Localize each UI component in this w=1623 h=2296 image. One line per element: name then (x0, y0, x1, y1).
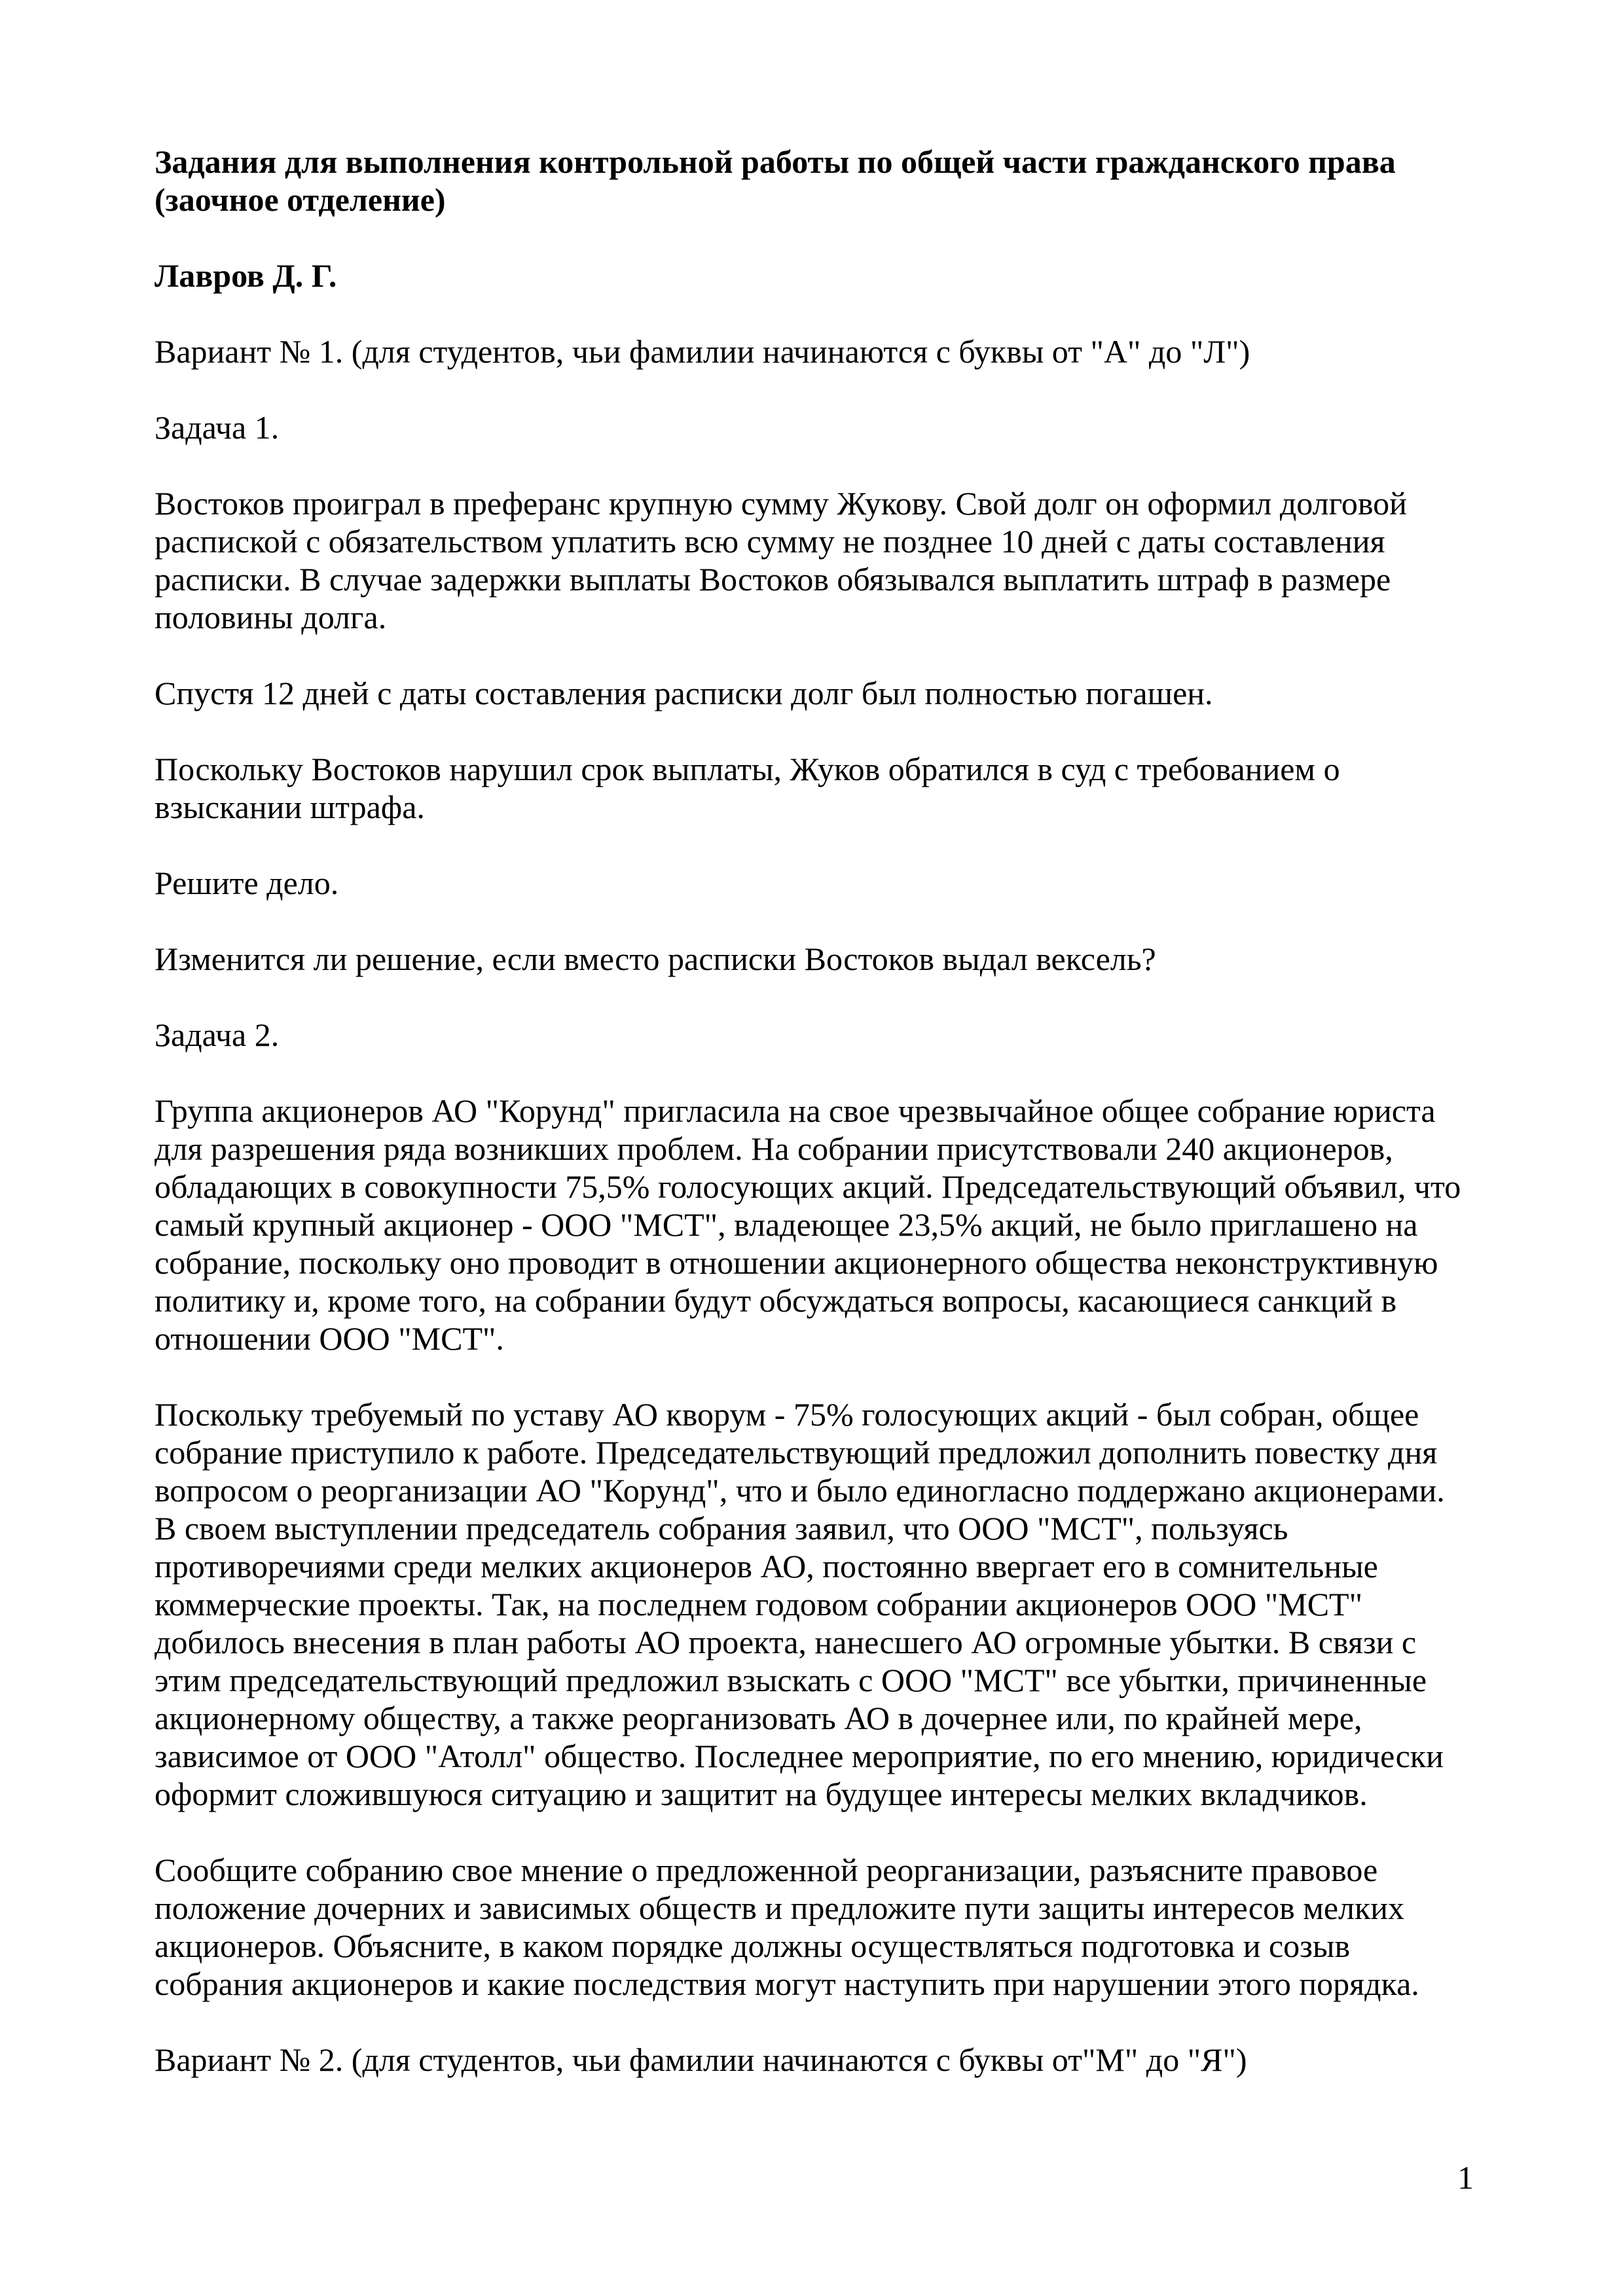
task-1-paragraph-5: Изменится ли решение, если вместо расписки Востоков выдал вексель? (155, 941, 1156, 977)
task-1-paragraph-2: Спустя 12 дней с даты составления расписки долг был полностью погашен. (155, 675, 1213, 711)
variant-2-heading: Вариант № 2. (для студентов, чьи фамилии начинаются с буквы от"М" до "Я") (155, 2041, 1247, 2078)
task-1-paragraph-1: Востоков проиграл в преферанс крупную сумму Жукову. Свой долг он оформил долговой распиской с обязательством уплатить всю сумму не позднее 10 дней с даты составления расписки. В случае задержки выплаты Востоков обязывался выплатить штраф в размере половины долга. (155, 485, 1407, 636)
task-1-paragraph-3: Поскольку Востоков нарушил срок выплаты, Жуков обратился в суд с требованием о взыскании штрафа. (155, 751, 1340, 825)
variant-1-heading: Вариант № 1. (для студентов, чьи фамилии начинаются с буквы от "А" до "Л") (155, 333, 1250, 370)
page-number: 1 (1457, 2159, 1474, 2196)
document-body (155, 143, 1490, 2117)
document-title: Задания для выполнения контрольной работы по общей части гражданского права (заочное отделение) (155, 143, 1396, 218)
task-2-paragraph-2: Поскольку требуемый по уставу АО кворум - 75% голосующих акций - был собран, общее собрание приступило к работе. Председательствующий предложил дополнить повестку дня вопросом о реорганизации АО "Корунд", что и было единогласно поддержано акционерами. В своем выступлении председатель собрания заявил, что ООО "МСТ", пользуясь противоречиями среди мелких акционеров АО, постоянно ввергает его в сомнительные коммерческие проекты. Так, на последнем годовом собрании акционеров ООО "МСТ" добилось внесения в план работы АО проекта, нанесшего АО огромные убытки. В связи с этим председательствующий предложил взыскать с ООО "МСТ" все убытки, причиненные акционерному обществу, а также реорганизовать АО в дочернее или, по крайней мере, зависимое от ООО "Атолл" общество. Последнее мероприятие, по его мнению, юридически оформит сложившуюся ситуацию и защитит на будущее интересы мелких вкладчиков. (155, 1396, 1445, 1812)
task-1-heading: Задача 1. (155, 409, 280, 446)
task-1-paragraph-4: Решите дело. (155, 865, 339, 901)
document-author: Лавров Д. Г. (155, 257, 337, 294)
task-2-paragraph-1: Группа акционеров АО "Корунд" пригласила на свое чрезвычайное общее собрание юриста для разрешения ряда возникших проблем. На собрании присутствовали 240 акционеров, обладающих в совокупности 75,5% голосующих акций. Председательствующий объявил, что самый крупный акционер - ООО "МСТ", владеющее 23,5% акций, не было приглашено на собрание, поскольку оно проводит в отношении акционерного общества неконструктивную политику и, кроме того, на собрании будут обсуждаться вопросы, касающиеся санкций в отношении ООО "МСТ". (155, 1092, 1461, 1357)
task-2-paragraph-3: Сообщите собранию свое мнение о предложенной реорганизации, разъясните правовое положение дочерних и зависимых обществ и предложите пути защиты интересов мелких акционеров. Объясните, в каком порядке должны осуществляться подготовка и созыв собрания акционеров и какие последствия могут наступить при нарушении этого порядка. (155, 1852, 1419, 2002)
task-2-heading: Задача 2. (155, 1016, 280, 1053)
